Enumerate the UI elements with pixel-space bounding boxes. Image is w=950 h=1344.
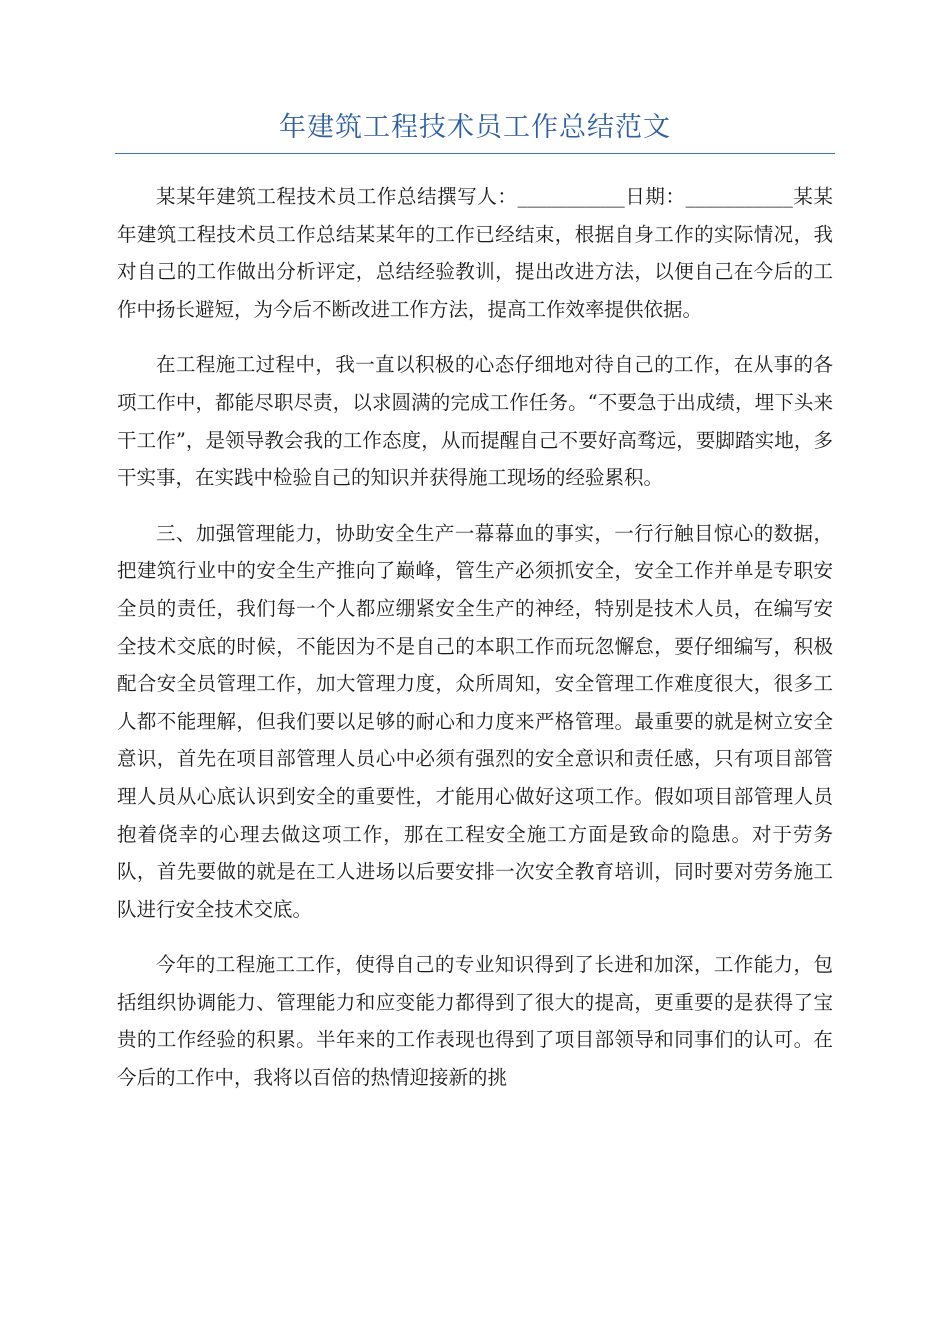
title-underline: [115, 153, 835, 154]
paragraph-work-attitude: 在工程施工过程中，我一直以积极的心态仔细地对待自己的工作，在从事的各项工作中，都能尽职尽责，以求圆满的完成工作任务。“不要急于出成绩，埋下头来干工作”，是领导教会我的工作态度，从而提醒自己不要好高骛远，要脚踏实地，多干实事，在实践中检验自己的知识并获得施工现场的经验累积。: [117, 353, 833, 490]
paragraph-safety-management: 三、加强管理能力，协助安全生产一幕幕血的事实，一行行触目惊心的数据，把建筑行业中的安全生产推向了巅峰，管生产必须抓安全，安全工作并单是专职安全员的责任，我们每一个人都应绷紧安全生产的神经，特别是技术人员，在编写安全技术交底的时候，不能因为不是自己的本职工作而玩忽懈怠，要仔细编写，积极配合安全员管理工作，加大管理力度，众所周知，安全管理工作难度很大，很多工人都不能理解，但我们要以足够的耐心和力度来严格管理。最重要的就是树立安全意识，首先在项目部管理人员心中必须有强烈的安全意识和责任感，只有项目部管理人员从心底认识到安全的重要性，才能用心做好这项工作。假如项目部管理人员抱着侥幸的心理去做这项工作，那在工程安全施工方面是致命的隐患。对于劳务队，首先要做的就是在工人进场以后要安排一次安全教育培训，同时要对劳务施工队进行安全技术交底。: [117, 521, 833, 921]
paragraph-intro: 某某年建筑工程技术员工作总结撰写人：___________日期：___________某某年建筑工程技术员工作总结某某年的工作已经结束，根据自身工作的实际情况，我对自己的工作做出分析评定，总结经验教训，提出改进方法，以便自己在今后的工作中扬长避短，为今后不断改进工作方法，提高工作效率提供依据。: [117, 185, 833, 321]
document-body: [117, 178, 833, 1115]
paragraph-annual-summary: 今年的工程施工工作，使得自己的专业知识得到了长进和加深，工作能力，包括组织协调能力、管理能力和应变能力都得到了很大的提高，更重要的是获得了宝贵的工作经验的积累。半年来的工作表现也得到了项目部领导和同事们的认可。在今后的工作中，我将以百倍的热情迎接新的挑: [117, 953, 833, 1090]
document-title: 年建筑工程技术员工作总结范文: [279, 112, 671, 143]
